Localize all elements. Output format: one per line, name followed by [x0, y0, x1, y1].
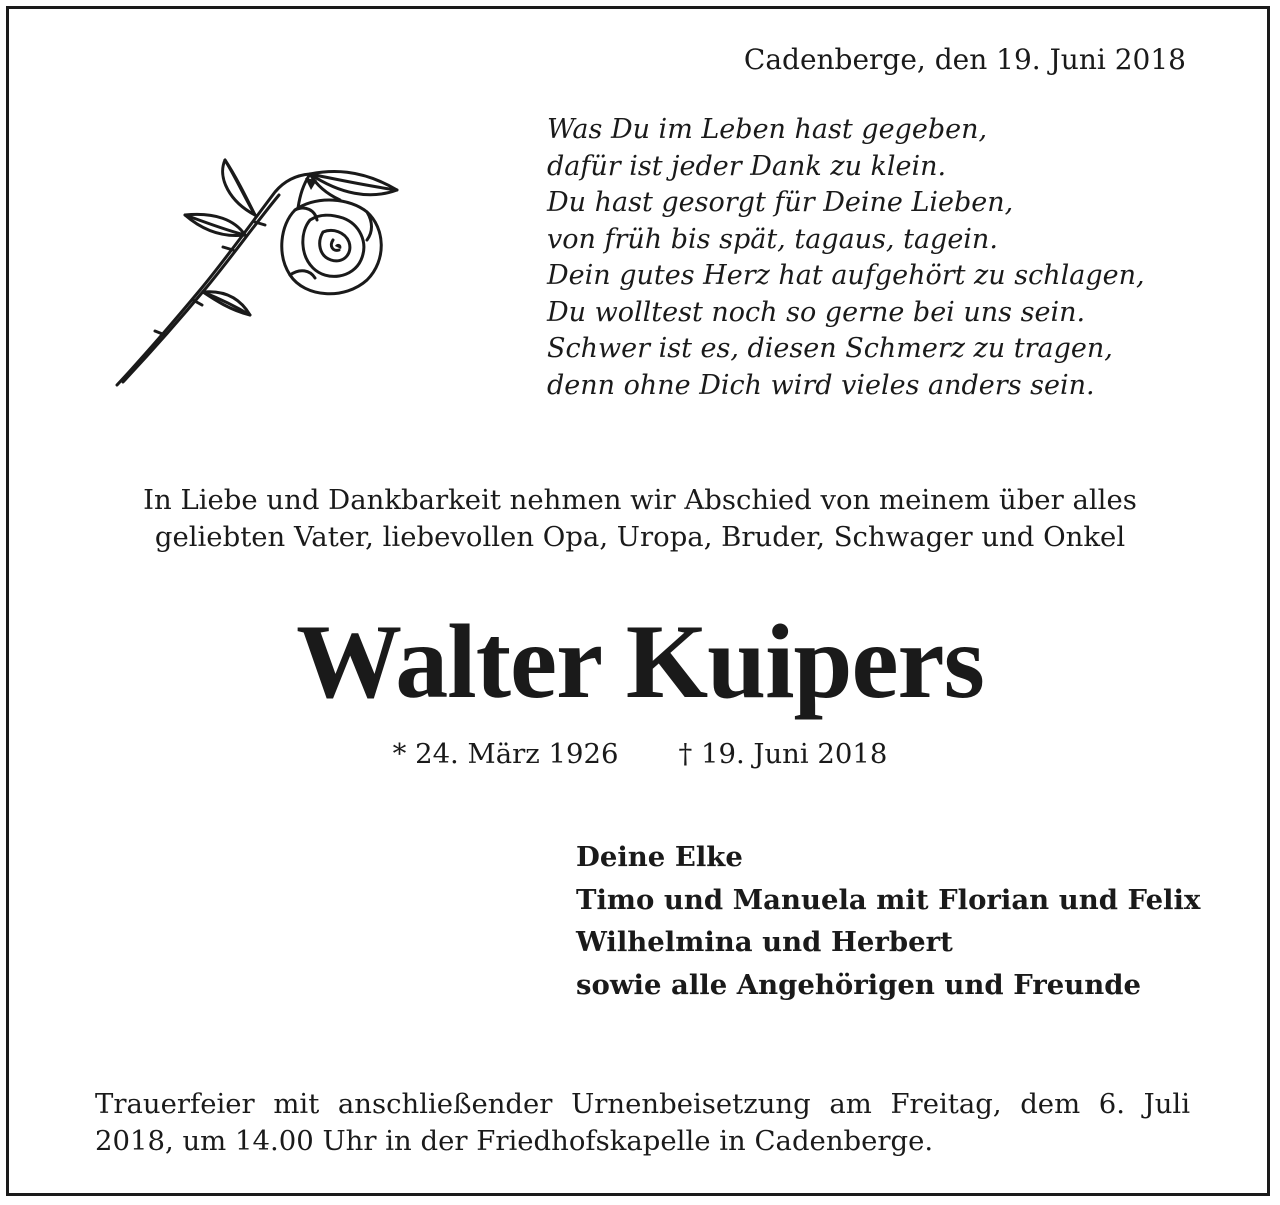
mourner-line: sowie alle Angehörigen und Freunde	[576, 968, 1141, 1001]
farewell-intro	[0, 482, 1280, 556]
service-line: 2018, um 14.00 Uhr in der Friedhofskapelle in Cadenberge.	[95, 1125, 934, 1157]
funeral-service-info	[95, 1086, 1190, 1160]
place-date: Cadenberge, den 19. Juni 2018	[743, 43, 1186, 76]
rose-icon	[105, 150, 415, 400]
mourner-line: Deine Elke	[576, 841, 743, 873]
poem-line: dafür ist jeder Dank zu klein.	[547, 150, 947, 182]
mourner-line: Wilhelmina und Herbert	[576, 926, 953, 958]
mourner-line: Timo und Manuela mit Florian und Felix	[576, 883, 1201, 916]
mourners-list	[576, 836, 1200, 1006]
poem-line: Was Du im Leben hast gegeben,	[547, 114, 988, 145]
life-dates	[0, 736, 1280, 772]
intro-line: geliebten Vater, liebevollen Opa, Uropa, Bruder, Schwager und Onkel	[154, 521, 1126, 553]
poem-line: Du hast gesorgt für Deine Lieben,	[547, 187, 1014, 218]
poem-line: Schwer ist es, diesen Schmerz zu tragen,	[547, 333, 1113, 364]
poem-line: Dein gutes Herz hat aufgehört zu schlagen,	[547, 260, 1145, 291]
service-line: Trauerfeier mit anschließender Urnenbeisetzung am Freitag, dem 6. Juli	[95, 1088, 1190, 1120]
poem-line: denn ohne Dich wird vieles anders sein.	[547, 369, 1095, 401]
poem	[547, 112, 1145, 404]
death-date: † 19. Juni 2018	[678, 738, 888, 770]
poem-line: Du wolltest noch so gerne bei uns sein.	[547, 296, 1086, 328]
intro-line: In Liebe und Dankbarkeit nehmen wir Abschied von meinem über alles	[143, 484, 1137, 516]
birth-date: * 24. März 1926	[392, 738, 619, 770]
poem-line: von früh bis spät, tagaus, tagein.	[547, 223, 998, 255]
deceased-name: Walter Kuipers	[296, 603, 984, 720]
